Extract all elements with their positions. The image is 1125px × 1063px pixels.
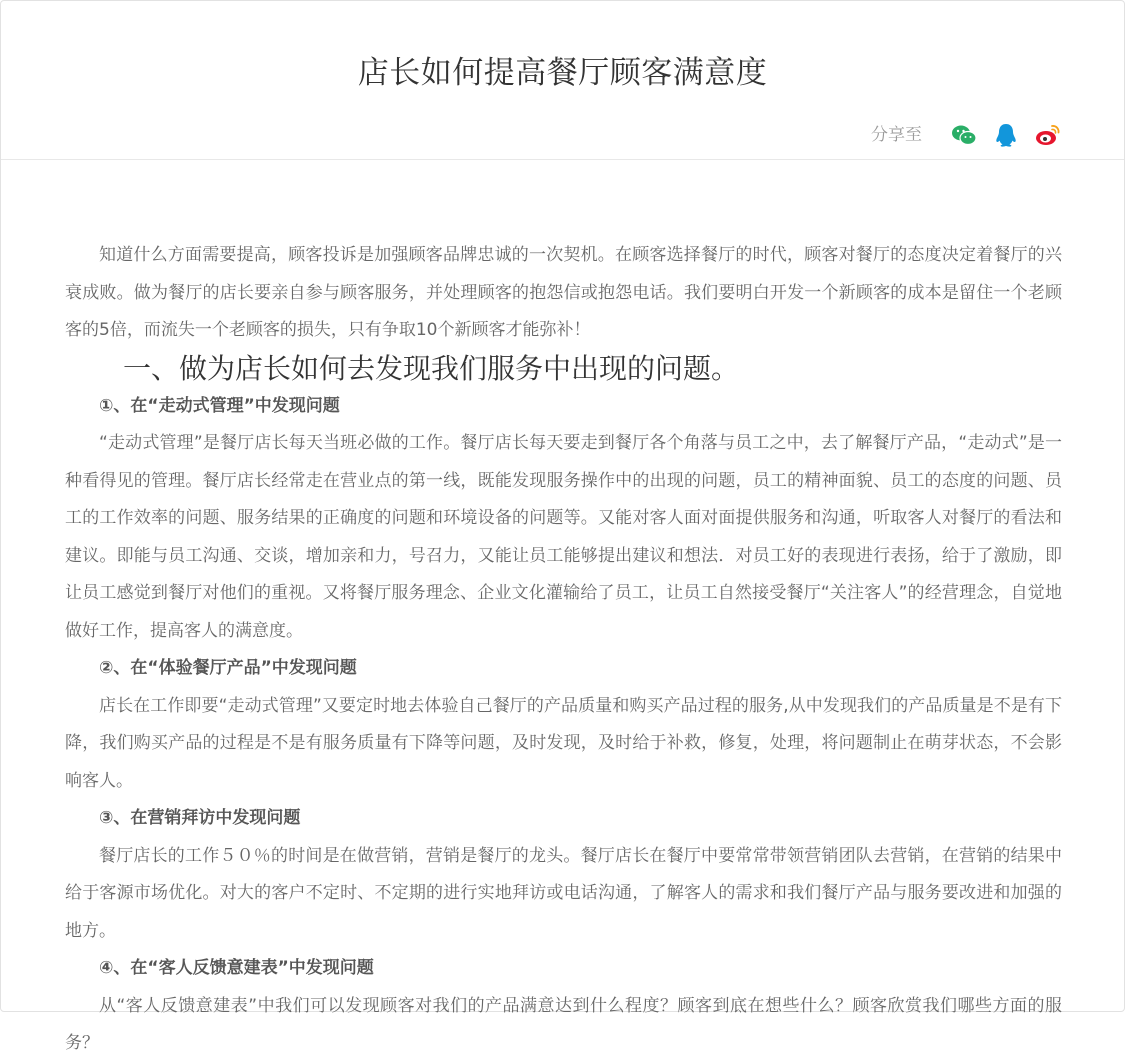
article-body: [65, 237, 1062, 1063]
share-label: 分享至: [871, 125, 922, 145]
subsection-heading: ④、在“客人反馈意建表”中发现问题: [99, 958, 374, 978]
share-bar: [871, 121, 1062, 149]
wechat-icon[interactable]: [950, 121, 978, 149]
article-header: [1, 1, 1124, 160]
subsection-heading: ②、在“体验餐厅产品”中发现问题: [99, 658, 357, 678]
weibo-icon[interactable]: [1034, 121, 1062, 149]
page-title: 店长如何提高餐厅顾客满意度: [357, 55, 768, 91]
subsection-heading: ①、在“走动式管理”中发现问题: [99, 395, 340, 416]
subsection-paragraph: 餐厅店长的工作５０％的时间是在做营销，营销是餐厅的龙头。餐厅店长在餐厅中要常常带领营销团队去营销，在营销的结果中给于客源市场优化。对大的客户不定时、不定期的进行实地拜访或电话沟通，了解客人的需求和我们餐厅产品与服务要改进和加强的地方。: [65, 845, 1062, 941]
subsection-heading: ③、在营销拜访中发现问题: [99, 808, 301, 828]
subsection-paragraph: 店长在工作即要“走动式管理”又要定时地去体验自己餐厅的产品质量和购买产品过程的服务,从中发现我们的产品质量是不是有下降，我们购买产品的过程是不是有服务质量有下降等问题，及时发现，及时给于补救，修复，处理，将问题制止在萌芽状态，不会影响客人。: [65, 695, 1062, 791]
section-heading: 一、做为店长如何去发现我们服务中出现的问题。: [123, 351, 740, 385]
subsection-paragraph: 从“客人反馈意建表”中我们可以发现顾客对我们的产品满意达到什么程度？顾客到底在想些什么？顾客欣赏我们哪些方面的服务？: [65, 995, 1062, 1053]
intro-paragraph: 知道什么方面需要提高，顾客投诉是加强顾客品牌忠诚的一次契机。在顾客选择餐厅的时代，顾客对餐厅的态度决定着餐厅的兴衰成败。做为餐厅的店长要亲自参与顾客服务，并处理顾客的抱怨信或抱怨电话。我们要明白开发一个新顾客的成本是留住一个老顾客的5倍，而流失一个老顾客的损失，只有争取10个新顾客才能弥补！: [65, 245, 1062, 340]
qq-icon[interactable]: [992, 121, 1020, 149]
subsection-paragraph: “走动式管理”是餐厅店长每天当班必做的工作。餐厅店长每天要走到餐厅各个角落与员工之中，去了解餐厅产品，“走动式”是一种看得见的管理。餐厅店长经常走在营业点的第一线，既能发现服务操作中的出现的问题，员工的精神面貌、员工的态度的问题、员工的工作效率的问题、服务结果的正确度的问题和环境设备的问题等。又能对客人面对面提供服务和沟通，听取客人对餐厅的看法和建议。即能与员工沟通、交谈，增加亲和力，号召力，又能让员工能够提出建议和想法．对员工好的表现进行表扬，给于了激励，即让员工感觉到餐厅对他们的重视。又将餐厅服务理念、企业文化灌输给了员工，让员工自然接受餐厅“关注客人”的经营理念，自觉地做好工作，提高客人的满意度。: [65, 433, 1062, 641]
